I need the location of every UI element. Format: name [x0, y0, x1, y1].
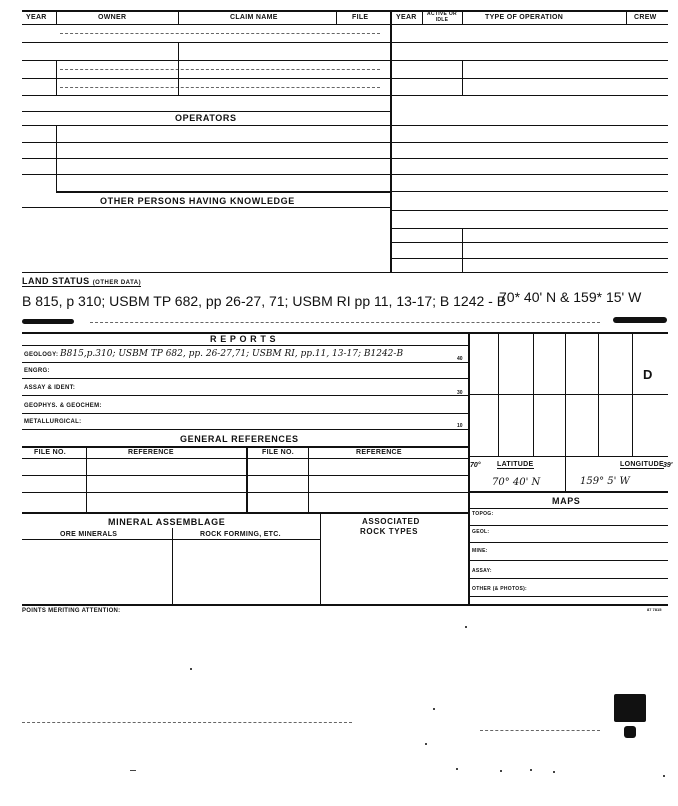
maps-mine: MINE:	[472, 548, 488, 554]
ref-reference-2: REFERENCE	[356, 449, 402, 456]
maps-heading: MAPS	[552, 496, 581, 506]
geology-label: GEOLOGY:	[24, 352, 59, 358]
mineral-assemblage-heading: MINERAL ASSEMBLAGE	[108, 517, 226, 527]
file-header: FILE	[352, 14, 369, 21]
ref-file-no-2: FILE NO.	[262, 449, 294, 456]
land-status-subtitle: (OTHER DATA)	[92, 280, 142, 286]
operators-heading: OPERATORS	[175, 113, 237, 123]
longitude-value: 159° 5' W	[580, 476, 630, 487]
owner-header: OWNER	[98, 14, 127, 21]
typed-coordinates: 70* 40' N & 159* 15' W	[499, 289, 642, 305]
maps-topog: TOPOG:	[472, 511, 494, 517]
latitude-margin: 70°	[470, 462, 481, 469]
rock-types-heading: ROCK TYPES	[360, 527, 419, 536]
geophys-geochem-label: GEOPHYS. & GEOCHEM:	[24, 403, 102, 409]
maps-assay: ASSAY:	[472, 568, 492, 574]
scan-artifact-small	[624, 726, 636, 738]
latitude-label: LATITUDE	[497, 461, 534, 468]
latitude-value: 70° 40' N	[492, 477, 541, 488]
margin-10: 10	[457, 423, 463, 429]
grid-letter: D	[643, 367, 653, 382]
margin-30: 30	[457, 390, 463, 396]
points-meriting-label: POINTS MERITING ATTENTION:	[22, 608, 121, 614]
longitude-label: LONGITUDE	[620, 461, 664, 468]
typed-references: B 815, p 310; USBM TP 682, pp 26-27, 71; USBM RI pp 11, 13-17; B 1242 - B	[22, 293, 507, 309]
assay-ident-label: ASSAY & IDENT:	[24, 385, 76, 391]
other-persons-heading: OTHER PERSONS HAVING KNOWLEDGE	[100, 196, 295, 206]
ref-reference-1: REFERENCE	[128, 449, 174, 456]
claim-name-header: CLAIM NAME	[230, 14, 278, 21]
type-operation-header: TYPE OF OPERATION	[485, 14, 564, 21]
year-header: YEAR	[26, 14, 47, 21]
associated-heading: ASSOCIATED	[362, 517, 420, 526]
form-number: 87 7815	[647, 607, 662, 612]
reports-heading: R E P O R T S	[210, 334, 277, 344]
year2-header: YEAR	[396, 14, 417, 21]
crew-header: CREW	[634, 14, 657, 21]
metallurgical-label: METALLURGICAL:	[24, 419, 82, 425]
longitude-margin: 39'	[663, 462, 673, 469]
scan-artifact	[614, 694, 646, 722]
engrg-label: ENGRG:	[24, 368, 50, 374]
active-idle-header: ACTIVE OR IDLE	[427, 11, 457, 23]
general-references-heading: GENERAL REFERENCES	[180, 434, 299, 444]
maps-other: OTHER (& PHOTOS):	[472, 586, 528, 592]
land-status-title: LAND STATUS	[22, 276, 90, 286]
land-status-label	[22, 276, 141, 287]
margin-40: 40	[457, 356, 463, 362]
ref-file-no-1: FILE NO.	[34, 449, 66, 456]
maps-geol: GEOL:	[472, 529, 490, 535]
rock-forming-header: ROCK FORMING, ETC.	[200, 531, 281, 538]
geology-handwritten: B815,p.310; USBM TP 682, pp. 26-27,71; USBM RI, pp.11, 13-17; B1242-B	[60, 349, 404, 359]
ore-minerals-header: ORE MINERALS	[60, 531, 118, 538]
